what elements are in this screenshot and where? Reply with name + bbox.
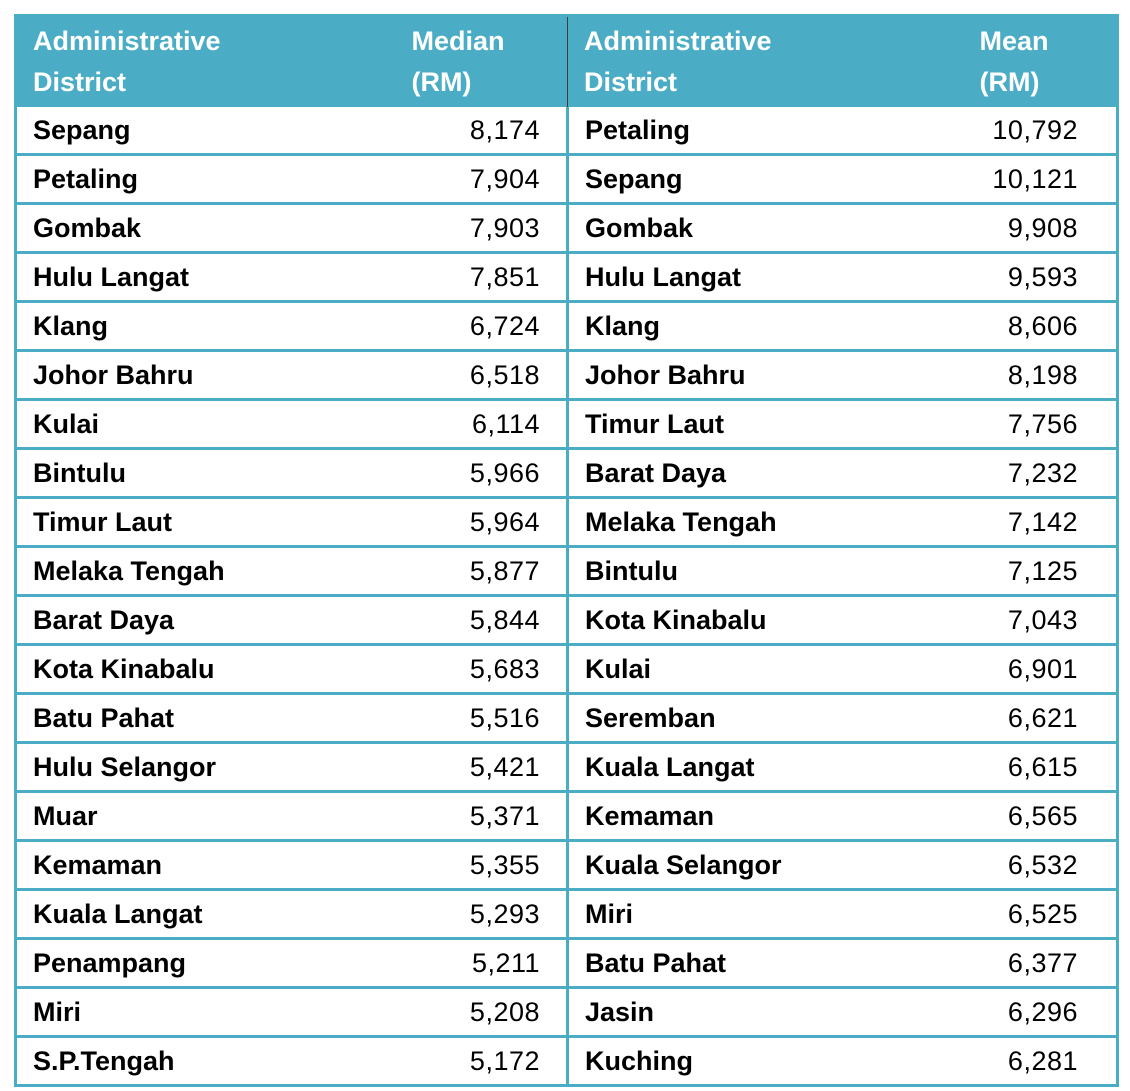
median-district-cell: S.P.Tengah [33, 1045, 175, 1076]
mean-district-cell: Johor Bahru [568, 351, 950, 400]
median-value-cell: 8,174 [402, 107, 568, 155]
table-row [16, 253, 1118, 302]
header-mean [950, 16, 1118, 108]
mean-value-cell: 9,593 [950, 253, 1118, 302]
mean-district-cell: Kuala Langat [568, 743, 950, 792]
median-district-cell: Muar [16, 792, 402, 841]
mean-value-cell: 9,908 [950, 204, 1118, 253]
median-district-cell: Kota Kinabalu [16, 645, 402, 694]
table-row [16, 302, 1118, 351]
header-label: Mean (RM) [979, 26, 1049, 97]
median-value-cell: 7,851 [402, 253, 568, 302]
median-district-cell: Johor Bahru [16, 351, 402, 400]
mean-district-cell: Melaka Tengah [568, 498, 950, 547]
table-row [16, 547, 1118, 596]
mean-district-cell: Kuala Selangor [568, 841, 950, 890]
table-row [16, 498, 1118, 547]
mean-value-cell: 6,901 [950, 645, 1118, 694]
mean-district-cell: Timur Laut [568, 400, 950, 449]
table-row [16, 988, 1118, 1037]
median-value-cell: 7,903 [402, 204, 568, 253]
median-district-cell: Bintulu [16, 449, 402, 498]
median-value-cell: 7,904 [402, 155, 568, 204]
median-district-cell: Klang [16, 302, 402, 351]
table-row [16, 890, 1118, 939]
median-district-cell: Barat Daya [16, 596, 402, 645]
median-value-cell: 5,293 [402, 890, 568, 939]
mean-district-cell: Batu Pahat [568, 939, 950, 988]
header-district-mean-side [568, 16, 950, 108]
median-district-cell: Hulu Selangor [16, 743, 402, 792]
median-value-cell: 5,355 [402, 841, 568, 890]
table-row [16, 107, 1118, 155]
median-value-cell: 6,724 [402, 302, 568, 351]
median-district-cell: Petaling [16, 155, 402, 204]
mean-district-cell: Bintulu [568, 547, 950, 596]
header-row [16, 16, 1118, 108]
median-value-cell: 5,966 [402, 449, 568, 498]
median-value-cell: 5,964 [402, 498, 568, 547]
mean-district-cell: Barat Daya [568, 449, 950, 498]
mean-district-cell: Kulai [568, 645, 950, 694]
median-value-cell: 5,371 [402, 792, 568, 841]
median-value-cell: 5,211 [402, 939, 568, 988]
mean-district-cell: Jasin [568, 988, 950, 1037]
header-label: Administrative District [33, 26, 221, 97]
header-label: Administrative District [584, 26, 772, 97]
median-district-cell: Kemaman [16, 841, 402, 890]
table-row [16, 596, 1118, 645]
table-row [16, 351, 1118, 400]
mean-value-cell: 8,198 [950, 351, 1118, 400]
median-district-cell: Melaka Tengah [16, 547, 402, 596]
mean-value-cell: 6,377 [950, 939, 1118, 988]
mean-district-cell: Hulu Langat [568, 253, 950, 302]
mean-value-cell: 7,232 [950, 449, 1118, 498]
mean-district-cell: Kemaman [568, 792, 950, 841]
table-row [16, 400, 1118, 449]
median-district-cell: Hulu Langat [16, 253, 402, 302]
table-header [16, 16, 1118, 108]
mean-district-cell: Sepang [568, 155, 950, 204]
mean-value-cell: 6,621 [950, 694, 1118, 743]
median-district-cell: Miri [16, 988, 402, 1037]
table-row [16, 841, 1118, 890]
median-value-cell: 5,844 [402, 596, 568, 645]
header-district-median-side [16, 16, 402, 108]
median-district-cell: Timur Laut [16, 498, 402, 547]
mean-value-cell: 7,756 [950, 400, 1118, 449]
mean-district-cell: Gombak [568, 204, 950, 253]
mean-district-cell: Kuching [568, 1037, 950, 1086]
mean-value-cell: 6,281 [1007, 1045, 1078, 1076]
table-row [16, 1037, 1118, 1086]
header-median [402, 16, 568, 108]
table-row [16, 939, 1118, 988]
median-value-cell: 5,516 [402, 694, 568, 743]
mean-value-cell: 10,792 [950, 107, 1118, 155]
mean-district-cell: Klang [568, 302, 950, 351]
median-value-cell: 5,421 [402, 743, 568, 792]
median-district-cell: Gombak [16, 204, 402, 253]
table-row [16, 449, 1118, 498]
table-row [16, 743, 1118, 792]
mean-value-cell: 7,142 [950, 498, 1118, 547]
mean-value-cell: 6,565 [950, 792, 1118, 841]
mean-value-cell: 6,532 [950, 841, 1118, 890]
median-district-cell: Kuala Langat [16, 890, 402, 939]
median-value-cell: 6,114 [402, 400, 568, 449]
mean-value-cell: 10,121 [950, 155, 1118, 204]
mean-district-cell: Kota Kinabalu [568, 596, 950, 645]
table-row [16, 645, 1118, 694]
median-district-cell: Penampang [16, 939, 402, 988]
household-income-table [14, 14, 1119, 1087]
table-row [16, 792, 1118, 841]
median-district-cell: Batu Pahat [16, 694, 402, 743]
median-value-cell: 6,518 [402, 351, 568, 400]
mean-value-cell: 6,615 [950, 743, 1118, 792]
header-label: Median (RM) [411, 26, 505, 97]
median-value-cell: 5,208 [402, 988, 568, 1037]
mean-value-cell: 6,296 [950, 988, 1118, 1037]
mean-district-cell: Petaling [568, 107, 950, 155]
table-row [16, 204, 1118, 253]
table-row [16, 155, 1118, 204]
table-body [16, 107, 1118, 1086]
mean-value-cell: 7,043 [950, 596, 1118, 645]
median-value-cell: 5,683 [402, 645, 568, 694]
median-district-cell: Sepang [16, 107, 402, 155]
median-value-cell: 5,877 [402, 547, 568, 596]
mean-district-cell: Miri [568, 890, 950, 939]
mean-district-cell: Seremban [568, 694, 950, 743]
table-row [16, 694, 1118, 743]
median-value-cell: 5,172 [469, 1045, 540, 1076]
mean-value-cell: 7,125 [950, 547, 1118, 596]
mean-value-cell: 6,525 [950, 890, 1118, 939]
mean-value-cell: 8,606 [950, 302, 1118, 351]
median-district-cell: Kulai [16, 400, 402, 449]
